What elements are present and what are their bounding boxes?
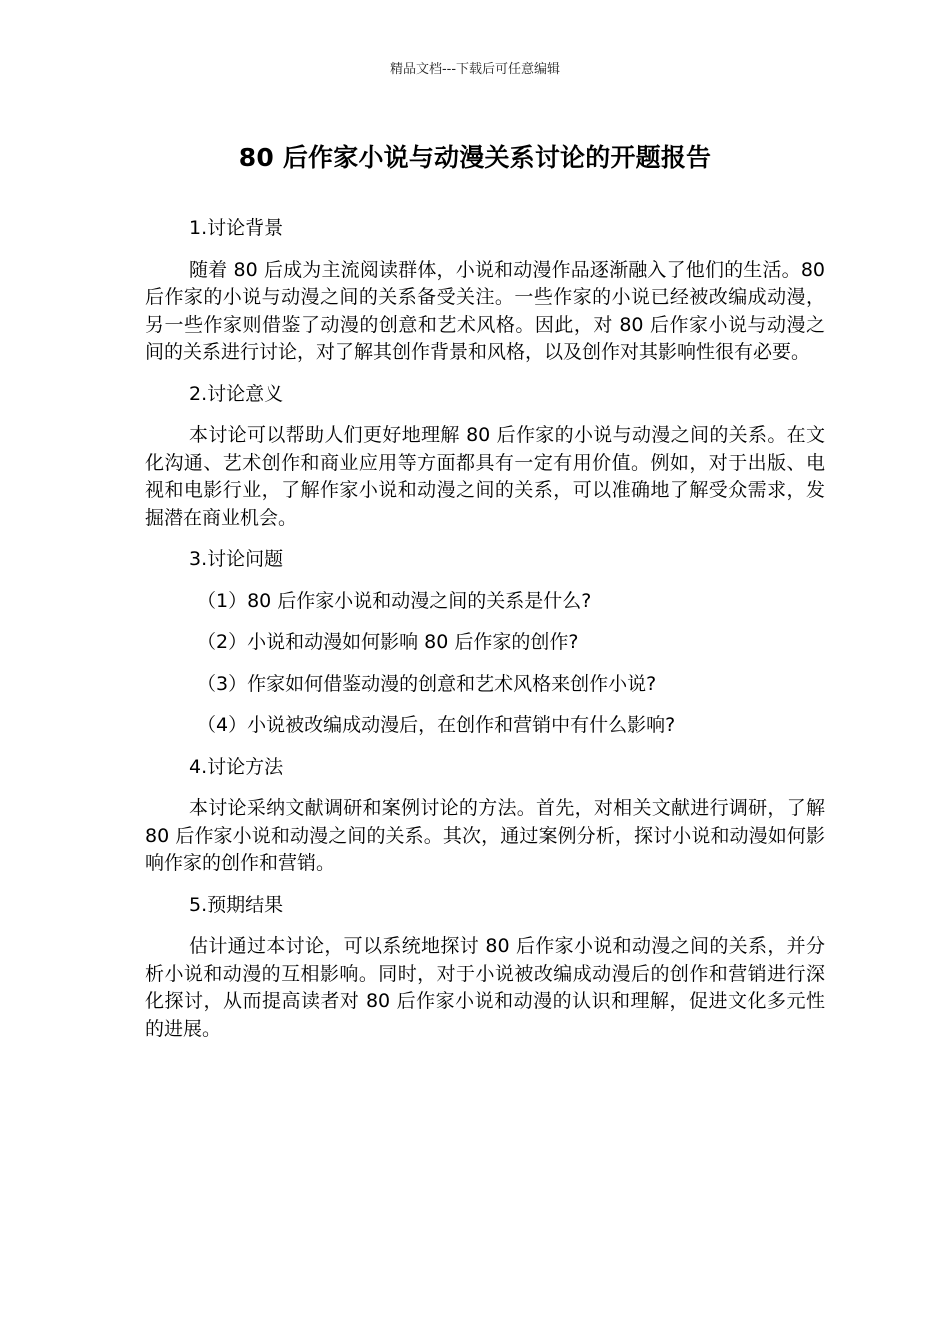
section-heading-significance: 2.讨论意义 — [189, 382, 284, 405]
section-heading-method: 4.讨论方法 — [189, 755, 284, 778]
question-item: （1）80 后作家小说和动漫之间的关系是什么? — [197, 589, 592, 612]
section-paragraph-expected-results: 估计通过本讨论，可以系统地探讨 80 后作家小说和动漫之间的关系，并分析小说和动漫的互相影响。同时，对于小说被改编成动漫后的创作和营销进行深化探讨，从而提高读者对 80 后作家小说和动漫的认识和理解，促进文化多元性的进展。 — [145, 935, 825, 1040]
document-title: 80 后作家小说与动漫关系讨论的开题报告 — [238, 143, 712, 172]
section-paragraph-method: 本讨论采纳文献调研和案例讨论的方法。首先，对相关文献进行调研，了解 80 后作家小说和动漫之间的关系。其次，通过案例分析，探讨小说和动漫如何影响作家的创作和营销。 — [145, 797, 825, 874]
question-item: （2）小说和动漫如何影响 80 后作家的创作? — [197, 631, 579, 653]
section-heading-questions: 3.讨论问题 — [189, 548, 284, 570]
section-paragraph-background: 随着 80 后成为主流阅读群体，小说和动漫作品逐渐融入了他们的生活。80 后作家的小说与动漫之间的关系备受关注。一些作家的小说已经被改编成动漫，另一些作家则借鉴了动漫的创意和艺术风格。因此，对 80 后作家小说与动漫之间的关系进行讨论，对了解其创作背景和风格，以及创作对其影响性很有必要。 — [145, 258, 825, 363]
question-item: （3）作家如何借鉴动漫的创意和艺术风格来创作小说? — [197, 672, 657, 695]
header-note: 精品文档---下载后可任意编辑 — [389, 62, 561, 77]
section-heading-background: 1.讨论背景 — [189, 217, 284, 239]
question-item: （4）小说被改编成动漫后，在创作和营销中有什么影响? — [197, 714, 676, 736]
document-body — [145, 215, 825, 1043]
section-heading-expected-results: 5.预期结果 — [189, 893, 284, 916]
section-paragraph-significance: 本讨论可以帮助人们更好地理解 80 后作家的小说与动漫之间的关系。在文化沟通、艺术创作和商业应用等方面都具有一定有用价值。例如，对于出版、电视和电影行业，了解作家小说和动漫之间的关系，可以准确地了解受众需求，发掘潜在商业机会。 — [145, 424, 825, 529]
